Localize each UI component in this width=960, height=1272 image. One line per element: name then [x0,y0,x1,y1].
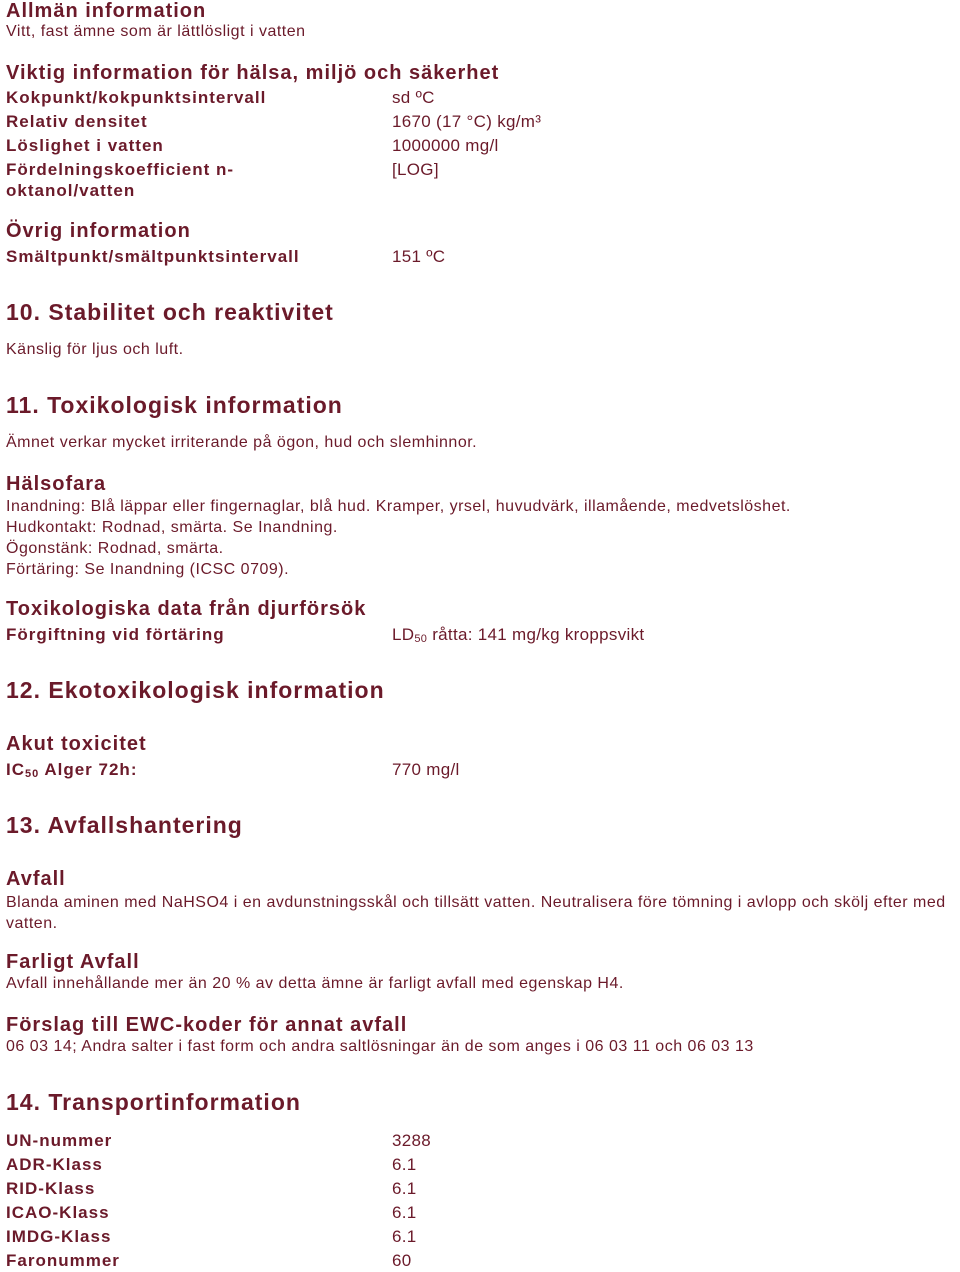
section-13-heading: 13. Avfallshantering [6,812,243,838]
health-row-label: Löslighet i vatten [6,136,164,155]
other-heading: Övrig information [6,220,191,242]
ewc-text: 06 03 14; Andra salter i fast form och andra saltlösningar än de som anges i 06 03 11 och 06 03 13 [6,1038,754,1055]
tox-label: Förgiftning vid förtäring [6,625,225,644]
section-11-text: Ämnet verkar mycket irriterande på ögon, hud och slemhinnor. [6,434,478,451]
other-row-value: 151 ºC [392,247,446,266]
transport-row-label: ICAO-Klass [6,1203,110,1222]
health-row-value: 1000000 mg/l [392,136,499,155]
health-row-value: 1670 (17 °C) kg/m³ [392,112,542,131]
hazard-heading: Hälsofara [6,473,107,495]
transport-row-label: RID-Klass [6,1179,96,1198]
health-row-label: Kokpunkt/kokpunktsintervall [6,88,267,107]
transport-row-label: Faronummer [6,1251,120,1270]
transport-row-value: 6.1 [392,1227,417,1246]
section-12-heading: 12. Ekotoxikologisk information [6,677,385,703]
section-14-heading: 14. Transportinformation [6,1089,301,1115]
health-row-label: Fördelningskoefficient n- [6,160,235,179]
ic-label [6,760,137,780]
transport-row-value: 6.1 [392,1203,417,1222]
hazard-line: Ögonstänk: Rodnad, smärta. [6,540,224,557]
transport-row-value: 3288 [392,1131,432,1150]
section-11-heading: 11. Toxikologisk information [6,392,343,418]
waste-text: Blanda aminen med NaHSO4 i en avdunstningsskål och tillsätt vatten. Neutralisera före tömning i avlopp och skölj efter med vatten. [6,894,946,932]
transport-row-label: IMDG-Klass [6,1227,112,1246]
transport-row-value: 60 [392,1251,412,1270]
health-row-value: [LOG] [392,160,439,179]
ic-label-rest: Alger 72h: [39,760,138,779]
tox-value [392,625,644,645]
ic-value: 770 mg/l [392,760,460,779]
ic-label-prefix: IC [6,760,25,779]
general-text: Vitt, fast ämne som är lättlösligt i vatten [6,23,306,40]
tox-value-prefix: LD [392,625,415,644]
transport-row-label: UN-nummer [6,1131,113,1150]
transport-row-label: ADR-Klass [6,1155,103,1174]
hazwaste-heading: Farligt Avfall [6,951,140,973]
transport-row-value: 6.1 [392,1179,417,1198]
health-heading: Viktig information för hälsa, miljö och säkerhet [6,62,500,84]
hazard-line: Inandning: Blå läppar eller fingernaglar, blå hud. Kramper, yrsel, huvudvärk, illamående, medvetslöshet. [6,498,791,515]
health-row-label-cont: oktanol/vatten [6,181,136,200]
acute-heading: Akut toxicitet [6,733,147,755]
health-row-label: Relativ densitet [6,112,148,131]
waste-heading: Avfall [6,868,66,890]
section-10-text: Känslig för ljus och luft. [6,341,184,358]
hazard-line: Förtäring: Se Inandning (ICSC 0709). [6,561,290,578]
transport-row-value: 6.1 [392,1155,417,1174]
tox-heading: Toxikologiska data från djurförsök [6,598,367,620]
tox-value-rest: råtta: 141 mg/kg kroppsvikt [427,625,645,644]
general-heading: Allmän information [6,0,207,22]
other-row-label: Smältpunkt/smältpunktsintervall [6,247,300,266]
tox-value-subscript: 50 [414,633,428,645]
section-10-heading: 10. Stabilitet och reaktivitet [6,299,334,325]
health-row-value: sd ºC [392,88,435,107]
ewc-heading: Förslag till EWC-koder för annat avfall [6,1014,408,1036]
hazwaste-text: Avfall innehållande mer än 20 % av detta ämne är farligt avfall med egenskap H4. [6,975,624,992]
hazard-line: Hudkontakt: Rodnad, smärta. Se Inandning. [6,519,338,536]
ic-label-subscript: 50 [25,768,40,780]
